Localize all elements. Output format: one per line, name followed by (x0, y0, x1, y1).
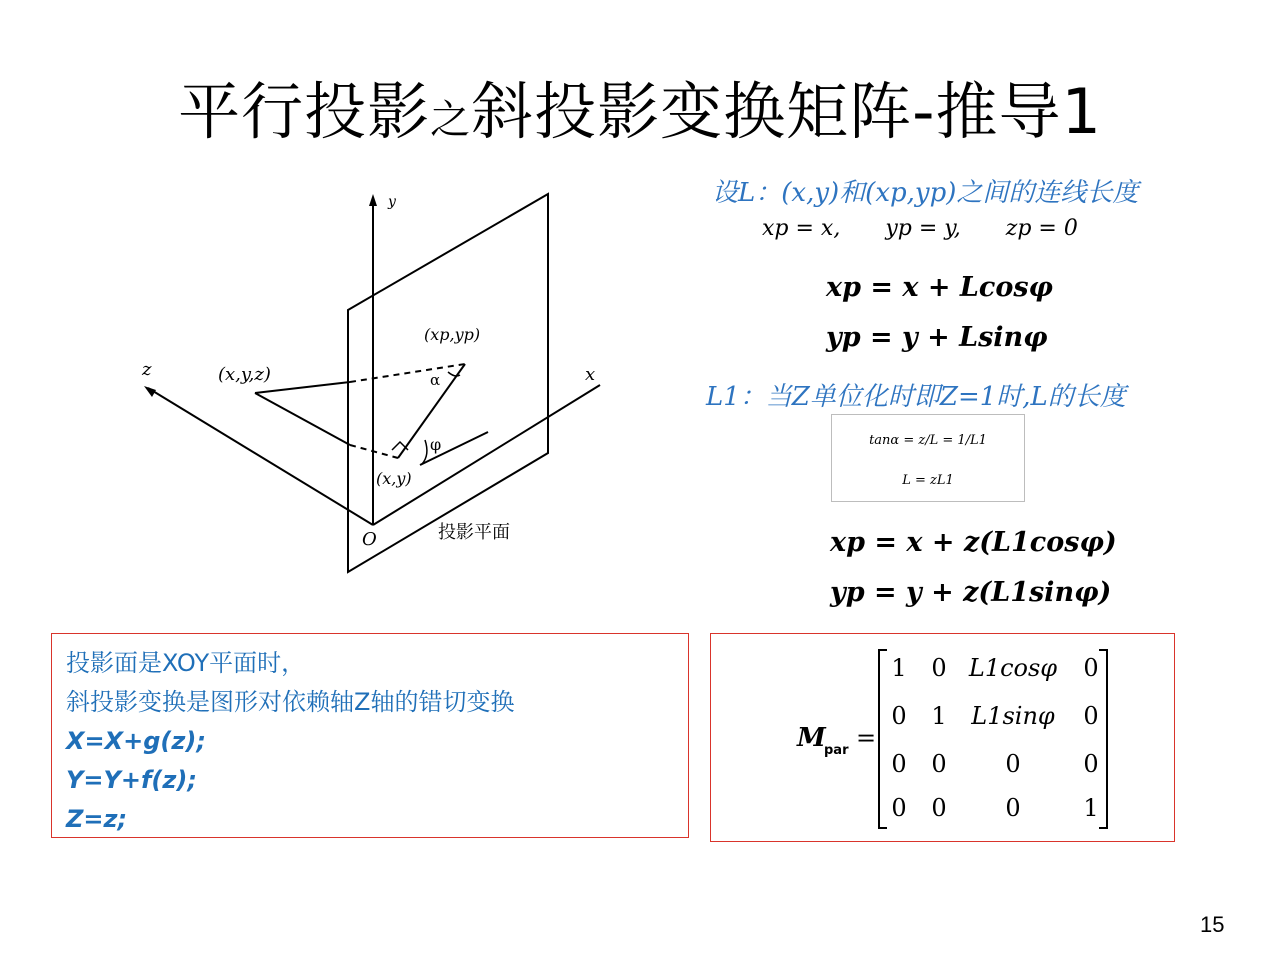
equation-yp-zl1sin: yp = y + z(L1sinφ) (830, 577, 1112, 608)
matrix-cell-r2-c3: L1sinφ (971, 702, 1055, 730)
equation-xp-eq-x: xp = x, (762, 216, 841, 241)
matrix-svg (711, 634, 1174, 841)
projector-line-dashed (350, 364, 465, 382)
matrix-cell-r1-c4: 0 (1083, 654, 1099, 682)
label-x: x (585, 364, 596, 385)
slide-title (0, 62, 1280, 151)
label-alpha: α (430, 371, 441, 389)
note-line-4: Y=Y+f(z); (66, 766, 197, 794)
matrix-cell-r4-c4: 1 (1083, 794, 1099, 822)
equation-zp-eq-0: zp = 0 (1005, 216, 1078, 241)
title-small-char: 之 (430, 97, 472, 143)
oblique-projection-diagram (130, 180, 610, 590)
diagram-svg (130, 180, 610, 590)
label-projection-plane: 投影平面 (438, 522, 510, 543)
z-axis-arrow (144, 386, 156, 397)
x-axis (373, 385, 600, 525)
L-formula: L = zL1 (902, 473, 954, 488)
note-line-3: X=X+g(z); (66, 727, 206, 755)
matrix-subscript: par (824, 743, 849, 758)
depth-line (255, 393, 350, 445)
note-line-5: Z=z; (66, 805, 128, 833)
y-axis-arrow (369, 194, 377, 206)
equation-xp-lcos: xp = x + Lcosφ (826, 272, 1053, 303)
matrix-cell-r3-c3: 0 (1005, 750, 1021, 778)
title-part-2: 斜投影变换矩阵-推导1 (471, 75, 1102, 148)
matrix-cell-r3-c2: 0 (931, 750, 947, 778)
equation-xp-zl1cos: xp = x + z(L1cosφ) (830, 527, 1117, 558)
matrix-cell-r2-c2: 1 (931, 702, 947, 730)
note-line-1: 投影面是XOY平面时， (66, 649, 306, 677)
label-z: z (142, 359, 152, 380)
matrix-cell-r1-c3: L1cosφ (968, 654, 1058, 682)
L-definition-note: 设L：(x,y)和(xp,yp)之间的连线长度 (712, 178, 1139, 208)
equation-yp-eq-y: yp = y, (885, 216, 961, 241)
label-y: y (388, 194, 396, 210)
matrix-cell-r4-c1: 0 (891, 794, 907, 822)
matrix-cell-r2-c4: 0 (1083, 702, 1099, 730)
label-origin: O (362, 529, 377, 550)
page-number: 15 (1200, 912, 1225, 937)
matrix-right-bracket (1099, 650, 1107, 828)
projection-plane (348, 194, 548, 572)
matrix-cell-r3-c1: 0 (891, 750, 907, 778)
matrix-cell-r1-c2: 0 (931, 654, 947, 682)
matrix-cell-r4-c2: 0 (931, 794, 947, 822)
z-axis (148, 388, 373, 525)
note-line-2: 斜投影变换是图形对依赖轴Z轴的错切变换 (66, 688, 515, 716)
matrix-cell-r3-c4: 0 (1083, 750, 1099, 778)
matrix-label: M (797, 723, 826, 753)
shear-note-box (51, 633, 689, 838)
tan-formula-box (831, 414, 1025, 502)
matrix-cell-r1-c1: 1 (891, 654, 907, 682)
matrix-cell-r4-c3: 0 (1005, 794, 1021, 822)
matrix-equals: = (856, 724, 877, 752)
label-point-xy: (x,y) (376, 469, 412, 488)
phi-arc (422, 440, 427, 464)
label-point-xyz: (x,y,z) (218, 364, 271, 385)
equation-row-1 (762, 216, 1116, 241)
label-point-xpyp: (xp,yp) (424, 325, 481, 344)
matrix-cell-r2-c1: 0 (891, 702, 907, 730)
equation-yp-lsin: yp = y + Lsinφ (826, 322, 1048, 353)
matrix-left-bracket (879, 650, 887, 828)
L1-definition-note: L1：当Z单位化时即Z=1时,L的长度 (706, 382, 1126, 412)
title-part-1: 平行投影 (178, 75, 431, 148)
tan-alpha-formula: tanα = z/L = 1/L1 (869, 433, 987, 448)
label-phi: φ (430, 435, 442, 454)
oblique-matrix-box (710, 633, 1175, 842)
